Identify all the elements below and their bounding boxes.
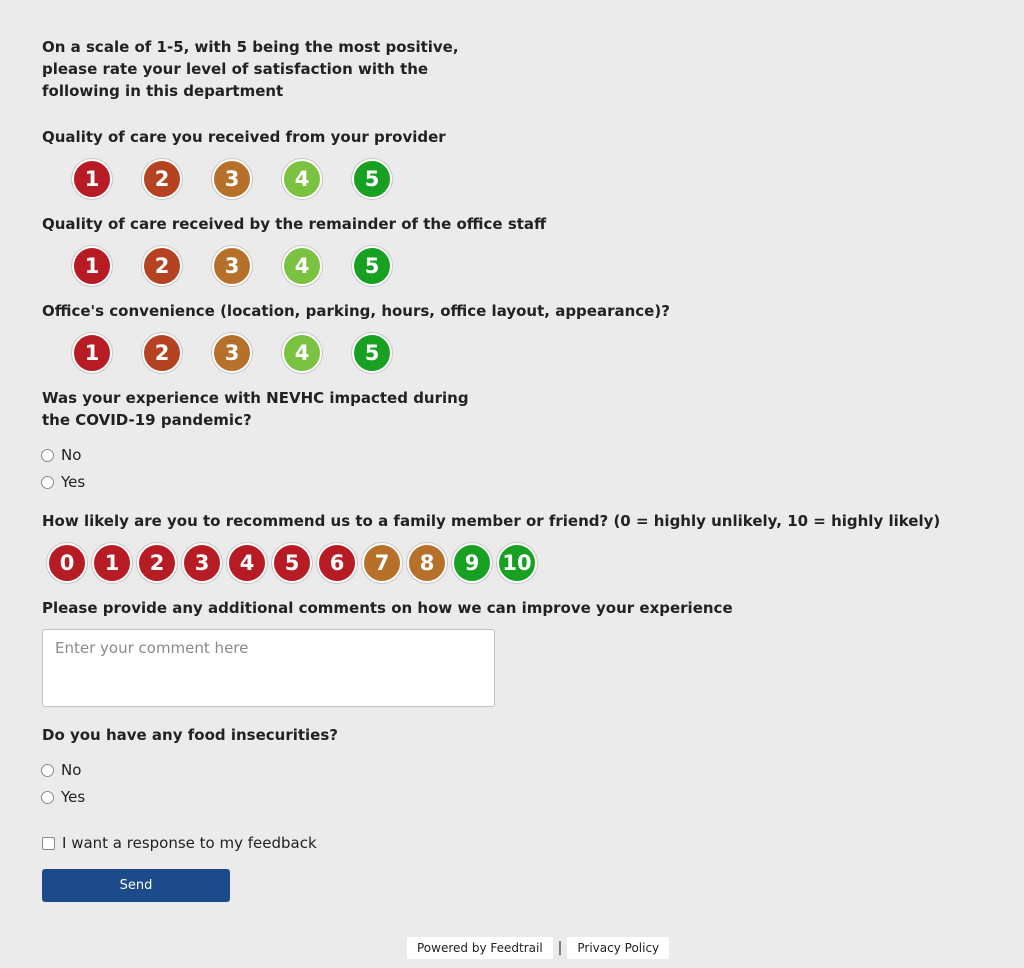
nps-option[interactable]: 4 xyxy=(227,543,267,583)
nps-option[interactable]: 2 xyxy=(137,543,177,583)
radio-label: No xyxy=(61,446,82,464)
powered-by-link[interactable]: Powered by Feedtrail xyxy=(407,937,553,959)
question-covid-label: Was your experience with NEVHC impacted during the COVID-19 pandemic? xyxy=(42,389,469,429)
comment-input[interactable] xyxy=(42,629,495,707)
radio-button[interactable] xyxy=(41,764,54,777)
rating-option[interactable]: 4 xyxy=(282,333,322,373)
nps-option[interactable]: 0 xyxy=(47,543,87,583)
nps-option[interactable]: 7 xyxy=(362,543,402,583)
radio-label: No xyxy=(61,761,82,779)
nps-option[interactable]: 8 xyxy=(407,543,447,583)
rating-convenience xyxy=(72,333,392,373)
food-radio-yes[interactable] xyxy=(41,788,85,806)
rating-staff-care xyxy=(72,246,392,286)
rating-option[interactable]: 5 xyxy=(352,159,392,199)
nps-option[interactable]: 6 xyxy=(317,543,357,583)
rating-option[interactable]: 4 xyxy=(282,159,322,199)
privacy-policy-link[interactable]: Privacy Policy xyxy=(567,937,669,959)
rating-option[interactable]: 2 xyxy=(142,246,182,286)
question-comments-label: Please provide any additional comments on how we can improve your experience xyxy=(42,599,733,617)
rating-option[interactable]: 5 xyxy=(352,246,392,286)
nps-option[interactable]: 10 xyxy=(497,543,537,583)
rating-option[interactable]: 3 xyxy=(212,246,252,286)
send-button[interactable]: Send xyxy=(42,869,230,902)
rating-option[interactable]: 5 xyxy=(352,333,392,373)
rating-option[interactable]: 3 xyxy=(212,159,252,199)
radio-label: Yes xyxy=(61,473,86,491)
nps-option[interactable]: 1 xyxy=(92,543,132,583)
rating-option[interactable]: 1 xyxy=(72,333,112,373)
covid-radio-yes[interactable] xyxy=(41,473,85,491)
covid-radio-no[interactable] xyxy=(41,446,81,464)
response-checkbox[interactable] xyxy=(42,837,55,850)
radio-button[interactable] xyxy=(41,476,54,489)
nps-option[interactable]: 9 xyxy=(452,543,492,583)
rating-option[interactable]: 1 xyxy=(72,246,112,286)
rating-option[interactable]: 3 xyxy=(212,333,252,373)
rating-option[interactable]: 2 xyxy=(142,333,182,373)
rating-provider-care xyxy=(72,159,392,199)
footer xyxy=(407,937,669,959)
rating-option[interactable]: 2 xyxy=(142,159,182,199)
question-provider-care-label: Quality of care you received from your provider xyxy=(42,128,446,146)
nps-option[interactable]: 5 xyxy=(272,543,312,583)
rating-option[interactable]: 1 xyxy=(72,159,112,199)
food-radio-no[interactable] xyxy=(41,761,81,779)
rating-option[interactable]: 4 xyxy=(282,246,322,286)
question-food-label: Do you have any food insecurities? xyxy=(42,726,338,744)
footer-separator: | xyxy=(557,940,563,956)
intro-instructions: On a scale of 1-5, with 5 being the most positive, please rate your level of satisfaction with the following in this department xyxy=(42,38,459,100)
radio-label: Yes xyxy=(61,788,86,806)
question-staff-care-label: Quality of care received by the remainder of the office staff xyxy=(42,215,547,233)
nps-option[interactable]: 3 xyxy=(182,543,222,583)
radio-button[interactable] xyxy=(41,449,54,462)
rating-recommend xyxy=(47,543,537,583)
radio-button[interactable] xyxy=(41,791,54,804)
question-convenience-label: Office's convenience (location, parking, hours, office layout, appearance)? xyxy=(42,302,670,320)
response-checkbox-label: I want a response to my feedback xyxy=(62,834,317,852)
question-recommend-label: How likely are you to recommend us to a family member or friend? (0 = highly unlikely, 10 = highly likely) xyxy=(42,512,941,530)
response-checkbox-row[interactable] xyxy=(42,834,317,852)
